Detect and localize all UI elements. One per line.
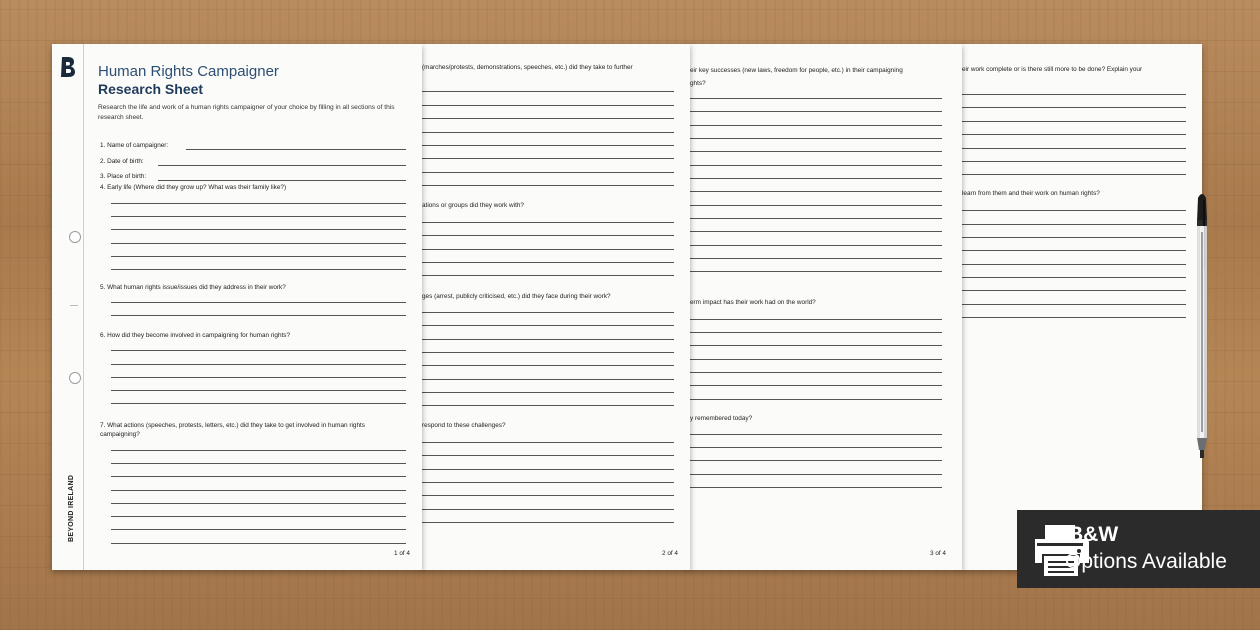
- question-2: 2. Date of birth:: [100, 158, 144, 165]
- answer-line: [690, 434, 942, 435]
- answer-line: [422, 339, 674, 340]
- question-10: ges (arrest, publicly criticised, etc.) did they face during their work?: [422, 293, 611, 300]
- ballpoint-pen: [1194, 192, 1210, 460]
- answer-line: [111, 463, 406, 464]
- answer-line: [422, 105, 674, 106]
- answer-line: [422, 118, 674, 119]
- answer-line: [422, 91, 674, 92]
- answer-line: [422, 352, 674, 353]
- question-8: (marches/protests, demonstrations, speeches, etc.) did they take to further: [422, 64, 633, 71]
- answer-line: [690, 319, 942, 320]
- sheet-intro: Research the life and work of a human rights campaigner of your choice by filling in all sections of this research sheet.: [98, 104, 395, 121]
- answer-line: [111, 203, 406, 204]
- answer-line: [111, 243, 406, 244]
- answer-line: [422, 172, 674, 173]
- answer-line: [422, 365, 674, 366]
- answer-line: [690, 385, 942, 386]
- answer-line: [422, 222, 674, 223]
- answer-line: [422, 405, 674, 406]
- answer-line: [111, 403, 406, 404]
- answer-line: [111, 450, 406, 451]
- answer-line: [186, 149, 406, 150]
- answer-line: [111, 315, 406, 316]
- answer-line: [690, 138, 942, 139]
- sheet-title: Human Rights Campaigner: [98, 63, 279, 80]
- badge-subtitle: Options Available: [1065, 550, 1227, 573]
- answer-line: [422, 249, 674, 250]
- answer-line: [690, 345, 942, 346]
- brand-label: BEYOND IRELAND: [68, 474, 75, 542]
- answer-line: [111, 476, 406, 477]
- fold-mark: [70, 305, 78, 306]
- answer-line: [690, 205, 942, 206]
- question-14: y remembered today?: [690, 415, 753, 422]
- answer-line: [158, 180, 406, 181]
- answer-line: [111, 516, 406, 517]
- answer-line: [962, 304, 1186, 305]
- answer-line: [111, 503, 406, 504]
- answer-line: [422, 495, 674, 496]
- answer-line: [422, 509, 674, 510]
- answer-line: [422, 392, 674, 393]
- worksheet-page-2: [420, 44, 690, 570]
- answer-line: [962, 148, 1186, 149]
- answer-line: [962, 174, 1186, 175]
- answer-line: [422, 482, 674, 483]
- answer-line: [422, 455, 674, 456]
- question-3: 3. Place of birth:: [100, 173, 147, 180]
- answer-line: [422, 469, 674, 470]
- answer-line: [690, 460, 942, 461]
- beyond-logo-icon: [59, 56, 77, 78]
- question-12: eir key successes (new laws, freedom for people, etc.) in their campaigning: [690, 67, 903, 74]
- page-number: 1 of 4: [394, 550, 410, 557]
- answer-line: [962, 277, 1186, 278]
- worksheet-page-1: [52, 44, 422, 570]
- answer-line: [422, 235, 674, 236]
- question-9: ations or groups did they work with?: [422, 202, 524, 209]
- answer-line: [690, 271, 942, 272]
- answer-line: [111, 364, 406, 365]
- question-12-cont: ghts?: [690, 80, 706, 87]
- answer-line: [962, 224, 1186, 225]
- answer-line: [111, 256, 406, 257]
- answer-line: [690, 191, 942, 192]
- answer-line: [690, 359, 942, 360]
- answer-line: [690, 151, 942, 152]
- badge-title: B&W: [1068, 523, 1119, 546]
- answer-line: [690, 487, 942, 488]
- answer-line: [690, 165, 942, 166]
- answer-line: [962, 290, 1186, 291]
- answer-line: [111, 529, 406, 530]
- question-15: eir work complete or is there still more to be done? Explain your: [962, 66, 1143, 73]
- answer-line: [962, 264, 1186, 265]
- answer-line: [422, 185, 674, 186]
- answer-line: [422, 325, 674, 326]
- punch-hole: [69, 372, 81, 384]
- question-5: 5. What human rights issue/issues did they address in their work?: [100, 284, 286, 291]
- answer-line: [962, 237, 1186, 238]
- answer-line: [111, 377, 406, 378]
- sheet-subtitle: Research Sheet: [98, 81, 204, 97]
- answer-line: [690, 447, 942, 448]
- question-1: 1. Name of campaigner:: [100, 142, 169, 149]
- answer-line: [422, 442, 674, 443]
- answer-line: [690, 125, 942, 126]
- page-number: 3 of 4: [930, 550, 946, 557]
- question-6: 6. How did they become involved in campaigning for human rights?: [100, 332, 291, 339]
- worksheet-page-3: [688, 44, 962, 570]
- answer-line: [422, 275, 674, 276]
- question-13: erm impact has their work had on the world?: [690, 299, 816, 306]
- answer-line: [690, 332, 942, 333]
- answer-line: [962, 121, 1186, 122]
- answer-line: [962, 161, 1186, 162]
- answer-line: [111, 543, 406, 544]
- answer-line: [422, 379, 674, 380]
- answer-line: [690, 399, 942, 400]
- answer-line: [690, 372, 942, 373]
- answer-line: [422, 312, 674, 313]
- answer-line: [422, 262, 674, 263]
- answer-line: [111, 216, 406, 217]
- question-16: learn from them and their work on human rights?: [962, 190, 1100, 197]
- page-number: 2 of 4: [662, 550, 678, 557]
- answer-line: [111, 229, 406, 230]
- answer-line: [111, 269, 406, 270]
- answer-line: [962, 94, 1186, 95]
- answer-line: [690, 98, 942, 99]
- answer-line: [962, 250, 1186, 251]
- answer-line: [111, 490, 406, 491]
- answer-line: [111, 390, 406, 391]
- worksheet-page-4: [960, 44, 1202, 570]
- bw-options-badge: [1017, 510, 1260, 588]
- answer-line: [422, 522, 674, 523]
- answer-line: [158, 165, 406, 166]
- answer-line: [690, 245, 942, 246]
- answer-line: [690, 231, 942, 232]
- answer-line: [962, 107, 1186, 108]
- answer-line: [962, 317, 1186, 318]
- answer-line: [690, 111, 942, 112]
- question-11: respond to these challenges?: [422, 422, 506, 429]
- answer-line: [422, 145, 674, 146]
- punch-hole: [69, 231, 81, 243]
- answer-line: [690, 178, 942, 179]
- answer-line: [690, 258, 942, 259]
- question-4: 4. Early life (Where did they grow up? What was their family like?): [100, 184, 287, 191]
- answer-line: [111, 350, 406, 351]
- answer-line: [962, 210, 1186, 211]
- question-7: 7. What actions (speeches, protests, letters, etc.) did they take to get involved in human rights campaigning?: [100, 422, 365, 438]
- margin-rule: [83, 44, 84, 570]
- answer-line: [690, 218, 942, 219]
- answer-line: [422, 132, 674, 133]
- answer-line: [962, 134, 1186, 135]
- answer-line: [111, 302, 406, 303]
- answer-line: [422, 158, 674, 159]
- answer-line: [690, 474, 942, 475]
